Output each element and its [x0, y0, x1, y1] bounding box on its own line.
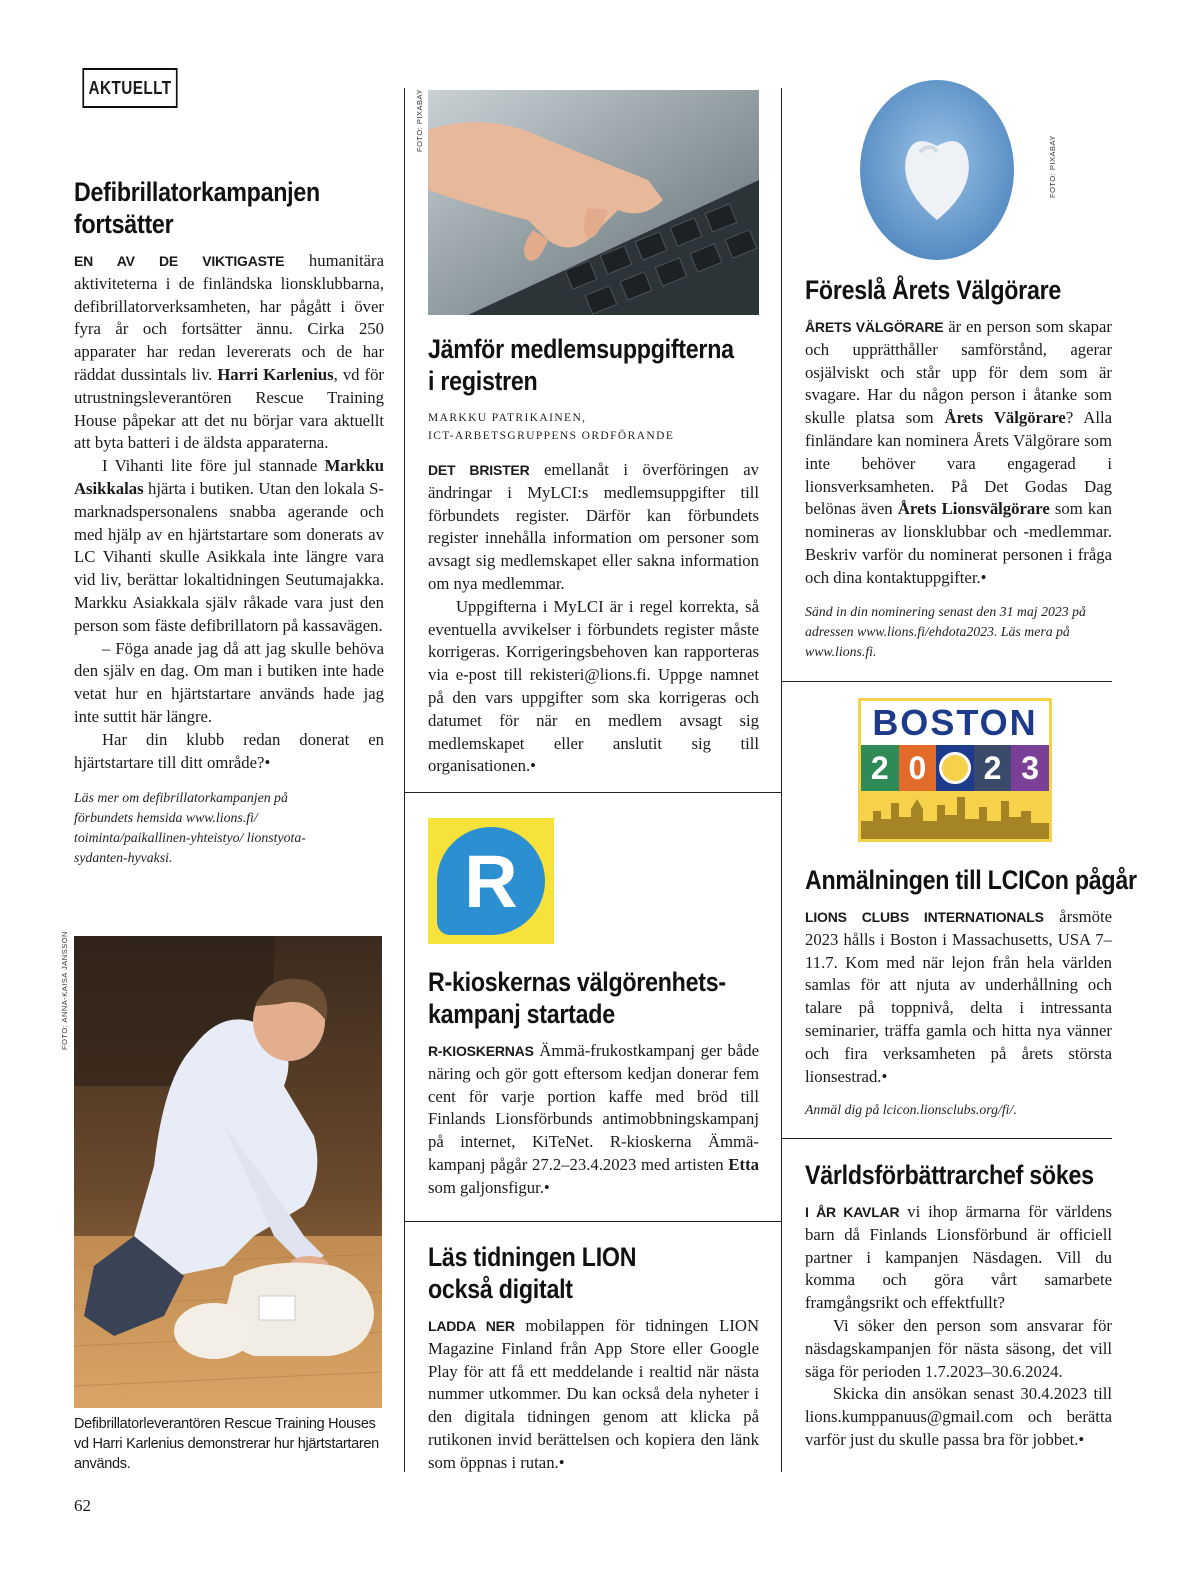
- section-tag: AKTUELLT: [82, 68, 177, 108]
- column-divider-right: [781, 88, 782, 1472]
- divider-col3-2: [781, 1138, 1112, 1139]
- divider-col2-2: [404, 1221, 781, 1222]
- paragraph: – Föga anade jag då att jag skulle behöva den själv en dag. Om man i butiken inte hade vetat hur en hjärtstartare används hade jag inte suttit här längre.: [74, 638, 384, 726]
- boston-wordmark: BOSTON: [861, 701, 1049, 745]
- r-logo-icon: R: [437, 827, 545, 935]
- headline: Defibrillatorkampanjen fortsätter: [74, 177, 320, 239]
- divider-col3-1: [781, 681, 1112, 682]
- page-number: 62: [74, 1496, 91, 1515]
- heart-cloud-photo: [860, 80, 1014, 260]
- year-digit: 2: [861, 745, 899, 791]
- article-body: [805, 1201, 1112, 1452]
- year-digit: 3: [1011, 745, 1049, 791]
- paragraph: EN AV DE VIKTIGASTE humanitära aktiviteterna i de finländska lionsklubbarna, defibrillatorverksamheten, har pågått i över fyra år och fortsätter ännu. Cirka 250 apparater har redan levererats och de har räddat dussintals liv. Harri Karlenius, vd för utrustningsleverantören Rescue Training House påpekar att det nu börjar vara aktuellt att byta batteri i de äldsta apparaterna.: [74, 251, 384, 453]
- photo-credit: FOTO: ANNA-KAISA JANSSON: [60, 931, 69, 1050]
- nomination-note: Sänd in din nominering senast den 31 maj 2023 på adressen www.lions.fi/ehdota2023. Läs mera på www.lions.fi.: [805, 603, 1086, 659]
- headline: Läs tidningen LION också digitalt: [428, 1242, 637, 1304]
- cpr-photo: [74, 936, 382, 1408]
- signup-note: Anmäl dig på lcicon.lionsclubs.org/fi/.: [805, 1102, 1017, 1118]
- article-body: [805, 316, 1112, 590]
- keyboard-photo: [428, 90, 759, 315]
- photo-credit: FOTO: PIXABAY: [1048, 135, 1057, 198]
- paragraph: R-KIOSKERNAS Ämmä-frukostkampanj ger både näring och gör gott eftersom kedjan donerar fem cent för varje portion kaffe med bröd till Finlands Lionsförbunds antimobbningskampanj på internet, KiTeNet. R-kioskerna Ämmä-kampanj pågår 27.2–23.4.2023 med artisten Etta som galjonsfigur.•: [428, 1041, 759, 1197]
- paragraph: I Vihanti lite före jul stannade Markku Asikkalas hjärta i butiken. Utan den lokala S-marknadspersonalens snabba agerande och med hjälp av en hjärtstartare som donerats av LC Vihanti skulle Asikkala inte längre vara vid liv, berättar lokaltidningen Seutumajakka. Markku Asiakkala själv råkade vara just den person som fäste defibrillatorn på kassavägen.: [74, 456, 384, 635]
- paragraph: LIONS CLUBS INTERNATIONALS årsmöte 2023 hålls i Boston i Massachusetts, USA 7–11.7. Kom med när lejon från hela världen samlas för att njuta av underhållning och talare på toppnivå, delta i intressanta seminarier, träffa gamla och hitta nya vänner och fira verksamheten på årets största lionsestrad.•: [805, 907, 1112, 1086]
- article-body: [805, 906, 1112, 1088]
- headline: R-kioskernas välgörenhets- kampanj startade: [428, 967, 726, 1029]
- article-varldsforbattrarchef: [805, 1159, 1112, 1452]
- paragraph: Vi söker den person som ansvarar för näsdagskampanjen för nästa säsong, det vill säga för perioden 1.7.2023–30.6.2024.: [805, 1315, 1112, 1381]
- article-lcicon: [805, 864, 1137, 1120]
- skyline-icon: [861, 791, 1049, 839]
- read-more-note: Läs mer om defibrillatorkampanjen på förbundets hemsida www.lions.fi/ toiminta/paikallinen-yhteistyo/ lionstyota-sydanten-hyvaksi.: [74, 790, 306, 866]
- photo-credit: FOTO: PIXABAY: [415, 89, 424, 152]
- paragraph: LADDA NER mobilappen för tidningen LION Magazine Finland från App Store eller Google Play för att få ett meddelande i realtid när nästa nummer utkommer. Du kan också dela nyheter i den digitala tidningen genom att klicka på rutikonen invid berättelsen och kopiera den länk som öppnas i rutan.•: [428, 1316, 759, 1472]
- article-body: [428, 459, 759, 778]
- article-body: [428, 1315, 759, 1475]
- paragraph: Uppgifterna i MyLCI är i regel korrekta, så eventuella avvikelser i förbundets register måste korrigeras. Korrigeringsbehoven kan rapporteras via e-post till rekisteri@lions.fi. Uppge namnet på den vars uppgifter som ska korrigeras och datumet för när en medlem avsagt sig medlemskapet eller anslutit sig till organisationen.•: [428, 596, 759, 776]
- article-body: [428, 1040, 759, 1200]
- article-member-data: [428, 333, 759, 778]
- divider-col2-1: [404, 792, 781, 793]
- byline: MARKKU PATRIKAINEN, ICT-ARBETSGRUPPENS ORDFÖRANDE: [428, 412, 675, 442]
- year-tiles: [861, 745, 1049, 791]
- r-kioski-logo: [428, 818, 554, 944]
- boston-2023-logo: [858, 698, 1052, 842]
- column-divider-left: [404, 88, 405, 1472]
- headline: Jämför medlemsuppgifterna i registren: [428, 334, 734, 396]
- paragraph: I ÅR KAVLAR vi ihop ärmarna för världens barn då Finlands Lionsförbund är officiell partner i kampanjen Näsdagen. Vill du komma och göra vårt samarbete framgångsrikt och effektfullt?: [805, 1202, 1113, 1313]
- photo-caption: Defibrillatorleverantören Rescue Training Houses vd Harri Karlenius demonstrerar hur hjärtstartaren används.: [74, 1416, 379, 1472]
- paragraph: Har din klubb redan donerat en hjärtstartare till ditt område?•: [74, 729, 384, 772]
- lions-emblem-icon: [936, 745, 974, 791]
- article-body: [74, 250, 384, 774]
- paragraph: DET BRISTER emellanåt i överföringen av ändringar i MyLCI:s medlemsuppgifter till förbundets register. Därför kan förbundets register innehålla information om personer som avsagt sig medlemskapet eller sakna information om nya medlemmar.: [428, 460, 760, 593]
- paragraph: Skicka din ansökan senast 30.4.2023 till lions.kumppanuus@gmail.com och berätta varför just du skulle passa bra för jobbet.•: [805, 1384, 1112, 1449]
- headline: Anmälningen till LCICon pågår: [805, 865, 1137, 895]
- article-r-kiosk: [428, 966, 759, 1200]
- year-digit: 0: [899, 745, 937, 791]
- paragraph: ÅRETS VÄLGÖRARE är en person som skapar och upprätthåller samförstånd, agerar osjälviskt och står upp för dem som är svagare. Har du någon person i åtanke som skulle platsa som Årets Välgörare? Alla finländare kan nominera Årets Välgörare som inte behöver vara engagerad i lionsverksamheten. På Det Godas Dag belönas även Årets Lionsvälgörare som kan nomineras av lionsklubbar och -medlemmar. Beskriv varför du nominerat personen i fråga och dina kontaktuppgifter.•: [805, 317, 1113, 587]
- year-digit: 2: [974, 745, 1012, 791]
- article-lion-digital: [428, 1241, 759, 1475]
- article-arets-valgorare: [805, 274, 1112, 662]
- headline: Världsförbättrarchef sökes: [805, 1160, 1094, 1190]
- headline: Föreslå Årets Välgörare: [805, 275, 1062, 305]
- article-defibrillator: [74, 176, 384, 868]
